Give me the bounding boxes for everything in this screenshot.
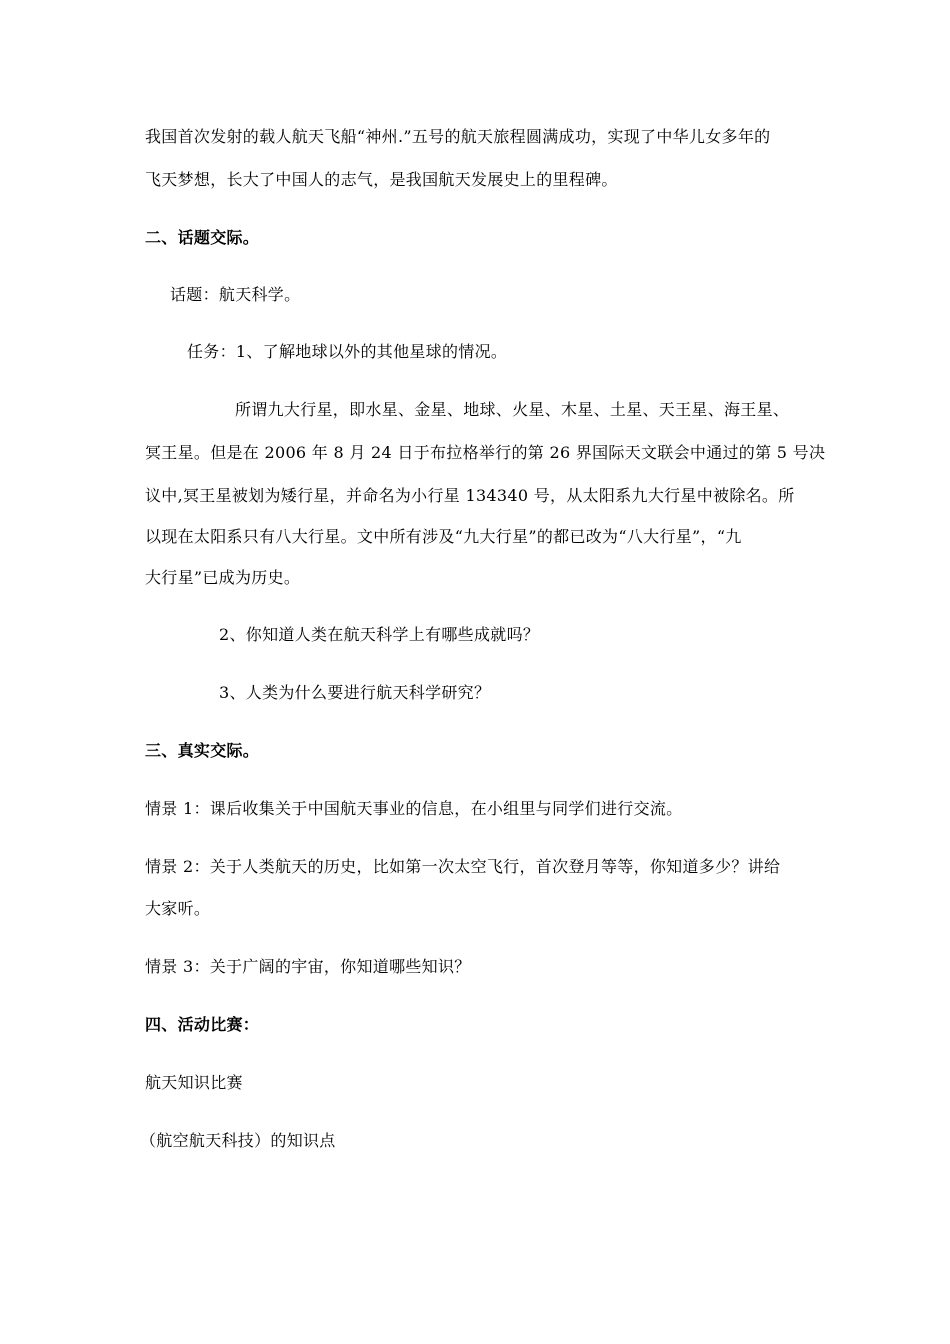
planet-note-line-4: 以现在太阳系只有八大行星。文中所有涉及“九大行星”的都已改为“八大行星”，“九	[145, 527, 742, 546]
section-2-heading: 二、话题交际。	[145, 228, 260, 247]
task-2-line: 2、你知道人类在航天科学上有哪些成就吗？	[219, 625, 540, 644]
planet-note-line-5: 大行星”已成为历史。	[145, 568, 301, 587]
task-3-line: 3、人类为什么要进行航天科学研究？	[219, 683, 491, 702]
scene-3-line: 情景 3：关于广阔的宇宙，你知道哪些知识？	[145, 957, 471, 976]
planet-note-line-1: 所谓九大行星，即水星、金星、地球、火星、木星、土星、天王星、海王星、	[235, 400, 790, 419]
scene-2-line-1: 情景 2：关于人类航天的历史，比如第一次太空飞行，首次登月等等，你知道多少？讲给	[145, 857, 781, 876]
intro-line-2: 飞天梦想，长大了中国人的志气，是我国航天发展史上的里程碑。	[145, 170, 618, 189]
section-3-heading: 三、真实交际。	[145, 741, 260, 760]
planet-note-line-3: 议中,冥王星被划为矮行星，并命名为小行星 134340 号，从太阳系九大行星中被除名。所	[145, 486, 795, 505]
scene-1-line: 情景 1：课后收集关于中国航天事业的信息，在小组里与同学们进行交流。	[145, 799, 683, 818]
task-1-line: 任务：1、了解地球以外的其他星球的情况。	[187, 342, 508, 361]
activity-item-1: 航天知识比赛	[145, 1073, 243, 1092]
activity-item-2: （航空航天科技）的知识点	[140, 1131, 336, 1150]
section-4-heading: 四、活动比赛：	[145, 1015, 260, 1034]
scene-2-line-2: 大家听。	[145, 899, 211, 918]
topic-line: 话题：航天科学。	[170, 285, 301, 304]
planet-note-line-2: 冥王星。但是在 2006 年 8 月 24 日于布拉格举行的第 26 界国际天文联会中通过的第 5 号决	[145, 443, 826, 462]
intro-line-1: 我国首次发射的载人航天飞船“神州.”五号的航天旅程圆满成功，实现了中华儿女多年的	[145, 127, 771, 146]
